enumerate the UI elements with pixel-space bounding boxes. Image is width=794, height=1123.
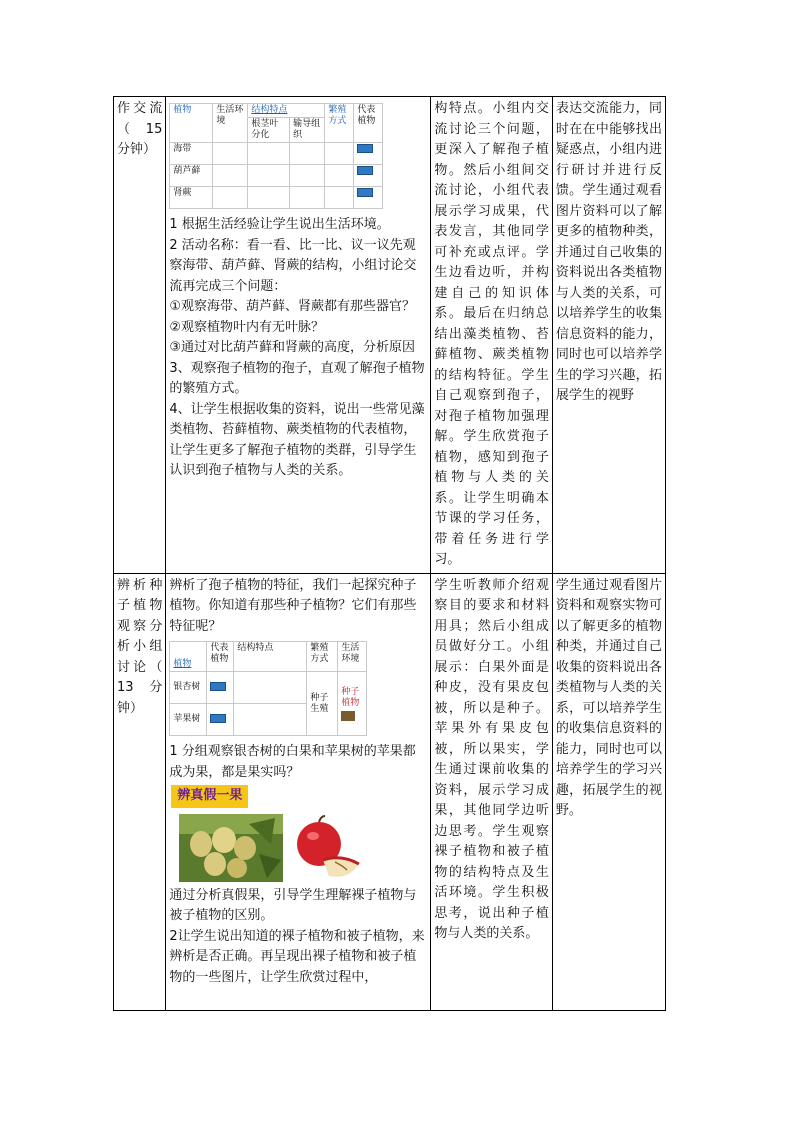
teacher-line: ①观察海带、葫芦藓、肾蕨都有那些器官？ — [169, 299, 416, 314]
play-icon — [357, 188, 373, 197]
mini-header: 生活环境 — [213, 104, 248, 143]
apple-photo — [289, 814, 365, 882]
mini-row-label: 苹果树 — [170, 704, 207, 736]
mini-header: 植物 — [170, 642, 207, 672]
play-icon — [357, 144, 373, 153]
stage-label: 辨析种子植物观察分析小组讨论（ 13 分钟） — [114, 573, 166, 1010]
student-activity-cell: 构特点。小组内交流讨论三个问题，更深入了解孢子植物。然后小组间交流讨论，小组代表展示学习成果，代表发言，其他同学可补充或点评。学生边看边听，并构建自己的知识体系。最后在归纳总结出藻类植物、苔藓植物、蕨类植物的结构特征。学生自己观察到孢子，对孢子植物加强理解。学生欣赏孢子植物，感知到孢子植物与人类的关系。让学生明确本节课的学习任务，带着任务进行学习。 — [431, 97, 553, 574]
student-activity-cell: 学生听教师介绍观察目的要求和材料用具；然后小组成员做好分工。小组展示：白果外面是种皮，没有果皮包被，所以是种子。苹果外有果皮包被，所以果实，学生通过课前收集的资料，展示学习成果，其他同学边听边思考。学生观察裸子植物和被子植物的结构特点及生活环境。学生积极思考，说出种子植物与人类的关系。 — [431, 573, 553, 1010]
intro-text: 辨析了孢子植物的特征，我们一起探究种子植物。你知道有那些种子植物？它们有那些特征呢？ — [169, 577, 417, 634]
teacher-line: 3、观察孢子植物的孢子，直观了解孢子植物的繁殖方式。 — [169, 360, 425, 396]
mini-row-label: 银杏树 — [170, 672, 207, 704]
question-text: 2让学生说出知道的裸子植物和被子植物，来辨析是否正确。再呈现出裸子植物和被子植物的一些图片，让学生欣赏过程中， — [169, 928, 425, 985]
true-false-fruit-badge: 辨真假一果 — [171, 785, 248, 808]
reproduction-red-text: 种子植物 — [341, 686, 360, 708]
stage-label: 作交流（ 15 分钟） — [114, 97, 166, 574]
mini-header: 代表植物 — [207, 642, 234, 672]
teacher-line: ②观察植物叶内有无叶脉？ — [169, 319, 325, 335]
question-text: 1 分组观察银杏树的白果和苹果树的苹果都成为果，都是果实吗？ — [169, 744, 416, 780]
mini-header: 代表植物 — [354, 104, 383, 143]
teacher-line: 2 活动名称：看一看、比一比、议一议先观察海带、葫芦藓、肾蕨的结构，小组讨论交流再完成三个问题： — [169, 237, 417, 294]
teacher-line: 1 根据生活经验让学生说出生活环境。 — [169, 217, 390, 232]
seed-plant-table-figure — [169, 641, 427, 736]
mini-row-label: 葫芦藓 — [170, 165, 213, 187]
table-row — [114, 97, 666, 574]
spore-plant-mini-table — [169, 103, 383, 209]
teacher-activity-cell — [166, 97, 431, 574]
design-intent-cell: 学生通过观看图片资料和观察实物可以了解更多的植物种类，并通过自己收集的资料说出各类植物与人类的关系，可以培养学生的收集信息资料的能力，同时也可以培养学生的学习兴趣，拓展学生的视野。 — [552, 573, 665, 1010]
spore-plant-table-figure — [169, 103, 427, 209]
lesson-plan-table — [113, 96, 666, 1011]
leaf-thumb — [341, 711, 355, 721]
mini-header: 植物 — [170, 104, 213, 143]
design-intent-cell: 表达交流能力，同时在在中能够找出疑惑点，小组内进行研讨并进行反馈。学生通过观看图片资料可以了解更多的植物种类，并通过自己收集的资料说出各类植物与人类的关系，可以培养学生的收集信息资料的能力，同时也可以培养学生的学习兴趣，拓展学生的视野 — [552, 97, 665, 574]
mini-header: 生活环境 — [338, 642, 367, 672]
mini-header: 繁殖方式 — [307, 642, 338, 672]
mini-row-label: 肾蕨 — [170, 187, 213, 209]
teacher-activity-cell — [166, 573, 431, 1010]
reproduction-text: 种子生殖 — [307, 672, 338, 736]
mini-row-label: 海带 — [170, 143, 213, 165]
play-icon — [357, 166, 373, 175]
mini-header: 根茎叶分化 — [248, 118, 290, 143]
explanation-text: 通过分析真假果，引导学生理解裸子植物与被子植物的区别。 — [169, 887, 417, 923]
table-row — [114, 573, 666, 1010]
mini-header: 结构特点 — [248, 104, 325, 118]
play-icon — [210, 682, 226, 691]
mini-header: 结构特点 — [234, 642, 307, 672]
play-icon — [210, 714, 226, 723]
teacher-line: ③通过对比葫芦藓和肾蕨的高度，分析原因 — [169, 340, 416, 355]
mini-header: 繁殖方式 — [325, 104, 354, 143]
seed-plant-mini-table — [169, 641, 367, 736]
mini-header: 输导组织 — [290, 118, 325, 143]
fruit-photos — [179, 814, 427, 882]
ginkgo-nut-photo — [179, 814, 283, 882]
teacher-line: 4、让学生根据收集的资料，说出一些常见藻类植物、苔藓植物、蕨类植物的代表植物，让学生更多了解孢子植物的类群，引导学生认识到孢子植物与人类的关系。 — [169, 401, 425, 478]
